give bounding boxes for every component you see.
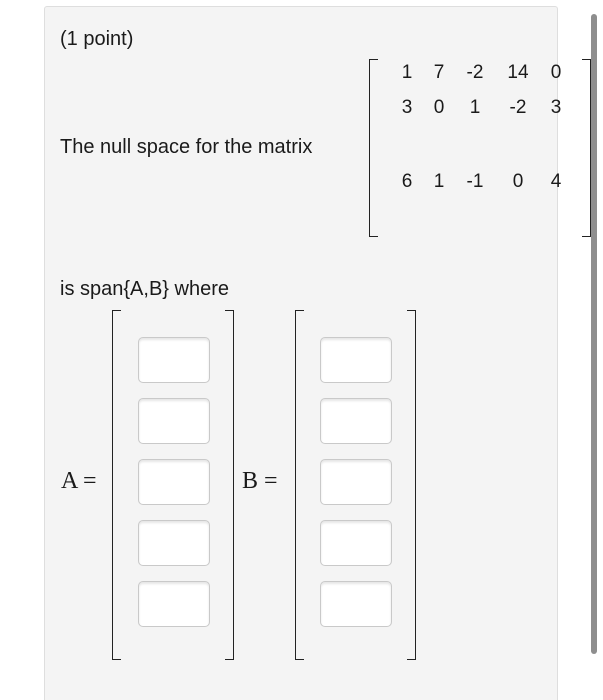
points-label: (1 point) <box>60 28 134 50</box>
matrix-cell: 4 <box>550 171 562 192</box>
vector-b-label: B = <box>242 468 278 494</box>
vector-b-entry-1[interactable] <box>320 337 392 383</box>
matrix-cell: -2 <box>466 62 484 83</box>
vector-b-entry-3[interactable] <box>320 459 392 505</box>
vector-a-left-bracket <box>112 310 121 660</box>
matrix-cell: 3 <box>550 97 562 118</box>
matrix-left-bracket <box>369 59 378 237</box>
vector-a-entry-3[interactable] <box>138 459 210 505</box>
vector-b-entry-5[interactable] <box>320 581 392 627</box>
vector-a-entry-5[interactable] <box>138 581 210 627</box>
matrix-cell: 1 <box>401 62 413 83</box>
matrix-cell: 0 <box>433 97 445 118</box>
vector-a-entry-4[interactable] <box>138 520 210 566</box>
matrix-cell: -1 <box>466 171 484 192</box>
vector-b-entry-2[interactable] <box>320 398 392 444</box>
matrix-cell: 6 <box>401 171 413 192</box>
vector-b-entry-4[interactable] <box>320 520 392 566</box>
vector-a-label: A = <box>61 468 97 494</box>
matrix-cell: 3 <box>401 97 413 118</box>
scrollbar[interactable] <box>591 14 597 654</box>
matrix-cell: 0 <box>512 171 524 192</box>
vector-b-left-bracket <box>295 310 304 660</box>
matrix-cell: 1 <box>433 171 445 192</box>
matrix-cell: 7 <box>433 62 445 83</box>
matrix-cell: 0 <box>550 62 562 83</box>
problem-prompt: The null space for the matrix <box>60 136 313 158</box>
matrix-cell: 14 <box>507 62 529 83</box>
vector-b-right-bracket <box>407 310 416 660</box>
vector-a-entry-2[interactable] <box>138 398 210 444</box>
matrix-cell: -2 <box>509 97 527 118</box>
matrix-cell: 1 <box>469 97 481 118</box>
vector-a-entry-1[interactable] <box>138 337 210 383</box>
matrix-right-bracket <box>582 59 591 237</box>
span-statement: is span{A,B} where <box>60 278 229 300</box>
vector-a-right-bracket <box>225 310 234 660</box>
